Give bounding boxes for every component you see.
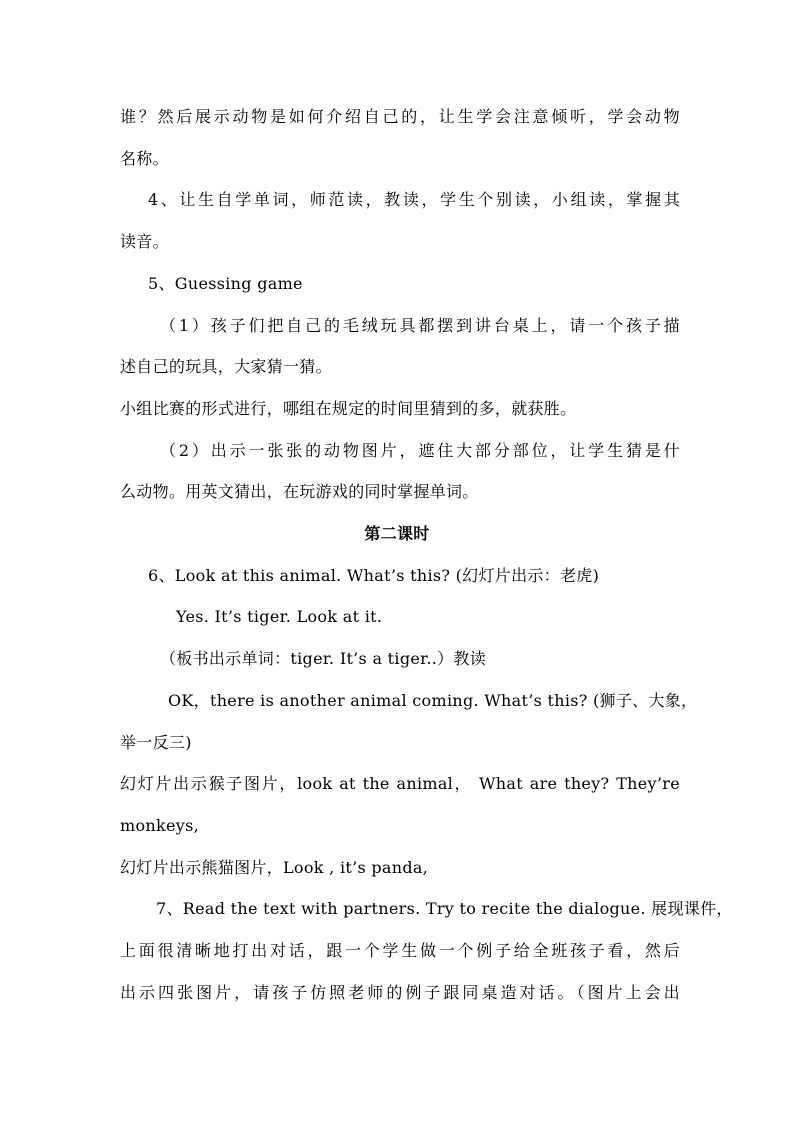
paragraph-line: 幻灯片出示熊猫图片，Look , it’s panda, <box>120 858 429 877</box>
paragraph-line: 上面很清晰地打出对话，跟一个学生做一个例子给全班孩子看，然后 <box>120 941 680 960</box>
paragraph-line: 7、Read the text with partners. Try to recite the dialogue. 展现课件， <box>156 899 733 918</box>
section-heading: 第二课时 <box>364 524 430 543</box>
paragraph-line: 读音。 <box>120 232 169 251</box>
paragraph-line: 举一反三) <box>120 733 192 752</box>
paragraph-line: 述自己的玩具，大家猜一猜。 <box>120 357 332 376</box>
paragraph-line: Yes. It’s tiger. Look at it. <box>176 607 383 626</box>
paragraph-line: 名称。 <box>120 149 169 168</box>
paragraph-line: 么动物。用英文猜出，在玩游戏的同时掌握单词。 <box>120 482 479 501</box>
paragraph-line: 幻灯片出示猴子图片，look at the animal， What are they? They’re <box>120 774 680 793</box>
paragraph-line: （2）出示一张张的动物图片，遮住大部分部位，让学生猜是什 <box>160 441 680 460</box>
paragraph-line: 出示四张图片，请孩子仿照老师的例子跟同桌造对话。（图片上会出 <box>120 983 680 1002</box>
paragraph-line: （板书出示单词：tiger. It’s a tiger..）教读 <box>160 649 486 668</box>
paragraph-line: 6、Look at this animal. What’s this? (幻灯片出示：老虎) <box>148 566 600 585</box>
paragraph-line: 谁？然后展示动物是如何介绍自己的，让生学会注意倾听，学会动物 <box>120 107 680 126</box>
paragraph-line: monkeys, <box>120 816 200 835</box>
paragraph-line: 4、让生自学单词，师范读，教读，学生个别读，小组读，掌握其 <box>148 190 680 209</box>
paragraph-line: （1）孩子们把自己的毛绒玩具都摆到讲台桌上，请一个孩子描 <box>160 316 680 335</box>
paragraph-line: 小组比赛的形式进行，哪组在规定的时间里猜到的多，就获胜。 <box>120 399 577 418</box>
paragraph-line: OK，there is another animal coming. What’s this? (狮子、大象， <box>168 691 698 710</box>
paragraph-line: 5、Guessing game <box>148 274 303 293</box>
